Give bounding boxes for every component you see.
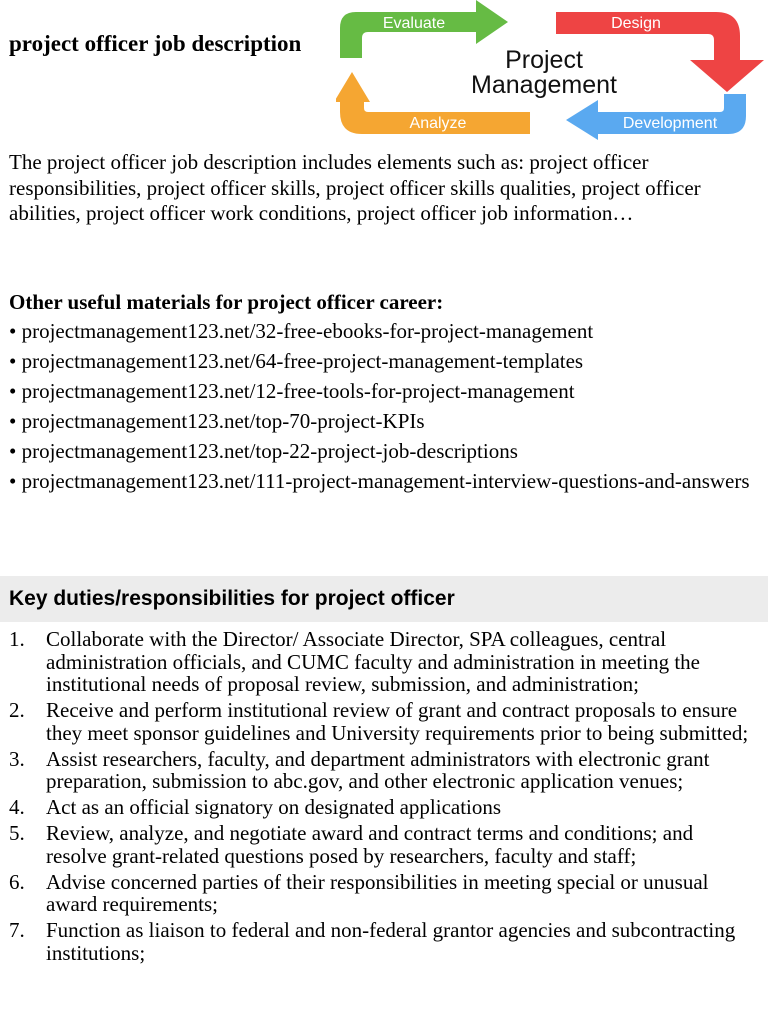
design-label: Design: [611, 15, 661, 32]
diagram-center-line1: Project: [505, 46, 583, 74]
diagram-center-line2: Management: [471, 71, 617, 99]
list-item-number: 1.: [9, 627, 25, 651]
list-item-number: 5.: [9, 821, 25, 845]
materials-link[interactable]: • projectmanagement123.net/top-22-project-job-descriptions: [9, 439, 518, 463]
duties-list: [0, 628, 768, 968]
list-item: [0, 796, 768, 819]
list-item-text: Review, analyze, and negotiate award and contract terms and conditions; and resolve grant-related questions posed by researchers, faculty and staff;: [46, 821, 694, 868]
list-item-number: 3.: [9, 746, 25, 771]
list-item-number: 2.: [9, 698, 25, 722]
project-management-cycle-diagram: [336, 0, 768, 140]
materials-list: [9, 318, 761, 498]
list-item-text: Collaborate with the Director/ Associate Director, SPA colleagues, central administration officials, and CUMC faculty and administration in meeting the institutional needs of proposal review, submission, and administration;: [46, 627, 700, 696]
duties-heading-bar: [0, 576, 768, 622]
materials-link[interactable]: • projectmanagement123.net/12-free-tools-for-project-management: [9, 379, 575, 403]
list-item-text: Function as liaison to federal and non-federal grantor agencies and subcontracting institutions;: [46, 918, 736, 965]
duties-heading: Key duties/responsibilities for project officer: [9, 587, 455, 610]
development-label: Development: [622, 115, 718, 132]
list-item: [0, 822, 768, 867]
materials-link[interactable]: • projectmanagement123.net/32-free-ebooks-for-project-management: [9, 319, 594, 343]
materials-link[interactable]: • projectmanagement123.net/111-project-management-interview-questions-and-answers: [9, 469, 750, 493]
materials-link[interactable]: • projectmanagement123.net/top-70-project-KPIs: [9, 409, 425, 433]
list-item-number: 7.: [9, 918, 25, 942]
materials-heading: Other useful materials for project officer career:: [9, 290, 444, 314]
list-item: [0, 628, 768, 696]
analyze-label: Analyze: [409, 115, 467, 132]
list-item-number: 4.: [9, 795, 25, 819]
list-item-text: Act as an official signatory on designated applications: [46, 795, 502, 819]
list-item: [0, 748, 768, 793]
list-item-text: Receive and perform institutional review of grant and contract proposals to ensure they meet sponsor guidelines and University requirements prior to being submitted;: [46, 698, 749, 745]
list-item: [0, 699, 768, 744]
evaluate-label: Evaluate: [382, 15, 446, 32]
intro-paragraph: The project officer job description includes elements such as: project officer responsibilities, project officer skills, project officer skills qualities, project officer abilities, project officer work conditions, project officer job information…: [9, 150, 701, 225]
page-title: project officer job description: [9, 31, 302, 56]
list-item-text: Advise concerned parties of their responsibilities in meeting special or unusual award requirements;: [46, 869, 709, 916]
list-item-number: 6.: [9, 869, 25, 894]
materials-link[interactable]: • projectmanagement123.net/64-free-project-management-templates: [9, 349, 584, 373]
list-item-text: Assist researchers, faculty, and department administrators with electronic grant preparation, submission to abc.gov, and other electronic application venues;: [46, 746, 710, 793]
list-item: [0, 919, 768, 964]
list-item: [0, 871, 768, 916]
